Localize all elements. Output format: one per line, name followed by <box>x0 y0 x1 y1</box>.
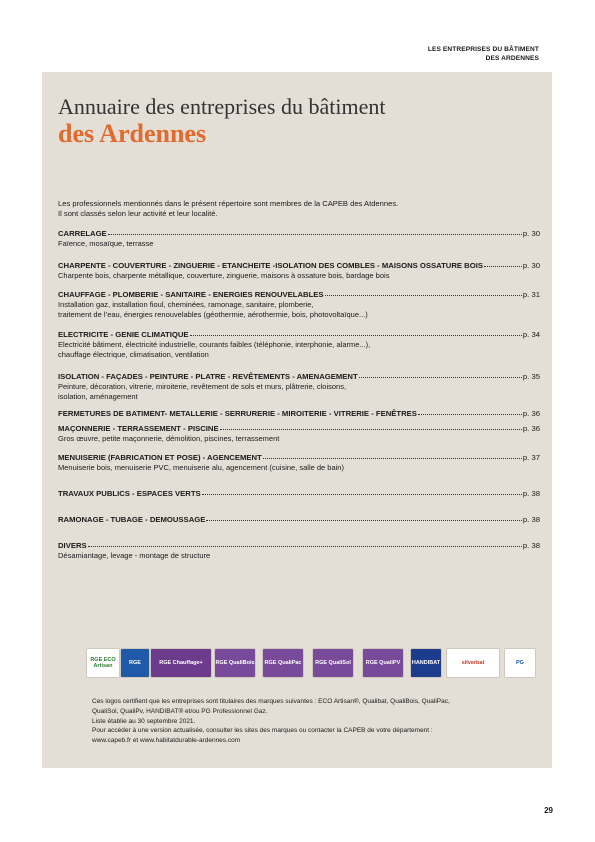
toc-leader-dots <box>108 233 522 235</box>
toc-entry-description: chauffage électrique, climatisation, ventilation <box>58 349 209 359</box>
caption-line: www.capeb.fr et www.habitatdurable-ardennes.com <box>92 737 241 745</box>
toc-entry <box>58 424 540 444</box>
page-number: 29 <box>544 806 553 815</box>
page-subtitle: des Ardennes <box>58 119 207 148</box>
toc-entry-row <box>58 372 540 381</box>
running-head-line2: DES ARDENNES <box>485 55 539 62</box>
toc-entry <box>58 453 540 473</box>
handibat-logo: HANDIBAT <box>410 648 442 678</box>
caption-line: Liste établie au 30 septembre 2021. <box>92 717 196 725</box>
logo-caption <box>92 697 532 746</box>
toc-entry-description: Gros œuvre, petite maçonnerie, démolition, piscines, terrassement <box>58 434 280 443</box>
toc-entry-row <box>58 489 540 498</box>
toc-entry-row <box>58 409 540 418</box>
toc-entry-label: FERMETURES DE BATIMENT- METALLERIE - SERRURERIE - MIROITERIE - VITRERIE - FENÊTRES <box>58 409 417 418</box>
toc-entry-label: CHAUFFAGE - PLOMBERIE - SANITAIRE - ENERGIES RENOUVELABLES <box>58 290 324 299</box>
toc-leader-dots <box>206 519 522 521</box>
intro-text <box>58 199 528 219</box>
toc-entry-row <box>58 290 540 299</box>
toc-entry-row <box>58 261 540 270</box>
toc-entry-page: p. 30 <box>522 261 540 270</box>
qualibat-logo: RGE <box>120 648 150 678</box>
chauffage-plus-logo: RGE Chauffage+ <box>150 648 212 678</box>
toc-entry-label: DIVERS <box>58 541 87 550</box>
toc-entry-page: p. 38 <box>522 489 540 498</box>
running-head-line1: LES ENTREPRISES DU BÂTIMENT <box>427 46 539 53</box>
toc-entry-row <box>58 541 540 550</box>
toc-leader-dots <box>484 265 522 267</box>
toc-entry-row <box>58 453 540 462</box>
toc-entry-description: Peinture, décoration, vitrerie, miroiterie, revêtement de sols et murs, plâtrerie, cloisons, <box>58 382 347 391</box>
toc-entry-description: Menuiserie bois, menuiserie PVC, menuiserie alu, agencement (cuisine, salle de bain) <box>58 463 344 472</box>
toc-entry-description: traitement de l’eau, énergies renouvelables (géothermie, aérothermie, bois, photovoltaïque...) <box>58 309 368 319</box>
qualibois-logo: RGE QualiBois <box>214 648 256 678</box>
qualisol-logo: RGE QualiSol <box>312 648 354 678</box>
toc-entry <box>58 541 540 561</box>
toc-entry-label: CARRELAGE <box>58 229 107 238</box>
toc-entry-description: Installation gaz, installation fioul, cheminées, ramonage, sanitaire, plomberie, <box>58 300 314 309</box>
caption-line: Pour accéder à une version actualisée, consulter les sites des marques ou contacter la CAPEB de votre département : <box>92 727 433 735</box>
toc-leader-dots <box>190 334 522 336</box>
toc-entry <box>58 489 540 498</box>
toc-entry-description: Désamiantage, levage - montage de structure <box>58 551 211 560</box>
eco-artisan-logo: RGE ECO Artisan <box>86 648 120 678</box>
toc-entry-description: Electricité bâtiment, électricité industrielle, courants faibles (téléphonie, interphonie, alarme...), <box>58 340 371 349</box>
toc-entry-row <box>58 424 540 433</box>
toc-entry <box>58 290 540 319</box>
toc-entry-description: Charpente bois, charpente métallique, couverture, zinguerie, maisons à ossature bois, bardage bois <box>58 271 390 280</box>
toc-entry <box>58 261 540 281</box>
toc-leader-dots <box>325 294 522 296</box>
toc-entry-row <box>58 515 540 524</box>
toc-entry-page: p. 37 <box>522 453 540 462</box>
toc-leader-dots <box>418 413 522 415</box>
certification-logos <box>86 648 538 678</box>
toc-leader-dots <box>263 457 522 459</box>
running-head <box>428 45 539 63</box>
silverbat-logo: silverbat <box>446 648 500 678</box>
toc-leader-dots <box>88 545 522 547</box>
toc-leader-dots <box>359 376 522 378</box>
toc-entry-page: p. 38 <box>522 515 540 524</box>
toc-leader-dots <box>202 493 522 495</box>
toc-entry-page: p. 31 <box>522 290 540 299</box>
caption-line: QualiSol, QualiPv, HANDIBAT® et/ou PG Professionnel Gaz. <box>92 707 268 715</box>
qualipv-logo: RGE QualiPV <box>362 648 404 678</box>
toc-entry-page: p. 34 <box>522 330 540 339</box>
toc-entry-label: MENUISERIE (FABRICATION ET POSE) - AGENCEMENT <box>58 453 262 462</box>
toc-entry-row <box>58 330 540 339</box>
toc-entry <box>58 409 540 418</box>
toc-entry-label: MAÇONNERIE - TERRASSEMENT - PISCINE <box>58 424 219 433</box>
toc-leader-dots <box>220 428 522 430</box>
toc-entry <box>58 515 540 524</box>
toc-entry-description: Faïence, mosaïque, terrasse <box>58 239 154 248</box>
toc-entry-label: CHARPENTE - COUVERTURE - ZINGUERIE - ETANCHEITE -ISOLATION DES COMBLES - MAISONS OSSATURE BOIS <box>58 261 483 270</box>
intro-line1: Les professionnels mentionnés dans le présent répertoire sont membres de la CAPEB des Atdennes. <box>58 199 399 208</box>
toc-entry-row <box>58 229 540 238</box>
toc-entry-label: RAMONAGE - TUBAGE - DEMOUSSAGE <box>58 515 206 524</box>
caption-line: Ces logos certifient que les entreprises sont titulaires des marques suivantes : ECO Artisan®, Qualibat, QualiBois, QualiPac, <box>92 698 450 705</box>
toc-entry <box>58 330 540 359</box>
page-title: Annuaire des entreprises du bâtiment <box>58 94 386 119</box>
intro-line2: Il sont classés selon leur activité et leur localité. <box>58 209 218 218</box>
toc-entry-page: p. 38 <box>522 541 540 550</box>
toc-entry <box>58 229 540 249</box>
qualipac-logo: RGE QualiPac <box>262 648 304 678</box>
pg-logo: PG <box>504 648 536 678</box>
toc-entry-label: TRAVAUX PUBLICS - ESPACES VERTS <box>58 489 201 498</box>
toc-entry-page: p. 35 <box>522 372 540 381</box>
toc-entry-page: p. 36 <box>522 409 540 418</box>
toc-entry-page: p. 36 <box>522 424 540 433</box>
toc-entry-description: isolation, aménagement <box>58 391 138 401</box>
toc-entry <box>58 372 540 401</box>
toc-entry-label: ELECTRICITE - GENIE CLIMATIQUE <box>58 330 189 339</box>
toc-entry-label: ISOLATION - FAÇADES - PEINTURE - PLATRE - REVÊTEMENTS - AMENAGEMENT <box>58 372 358 381</box>
toc-entry-page: p. 30 <box>522 229 540 238</box>
